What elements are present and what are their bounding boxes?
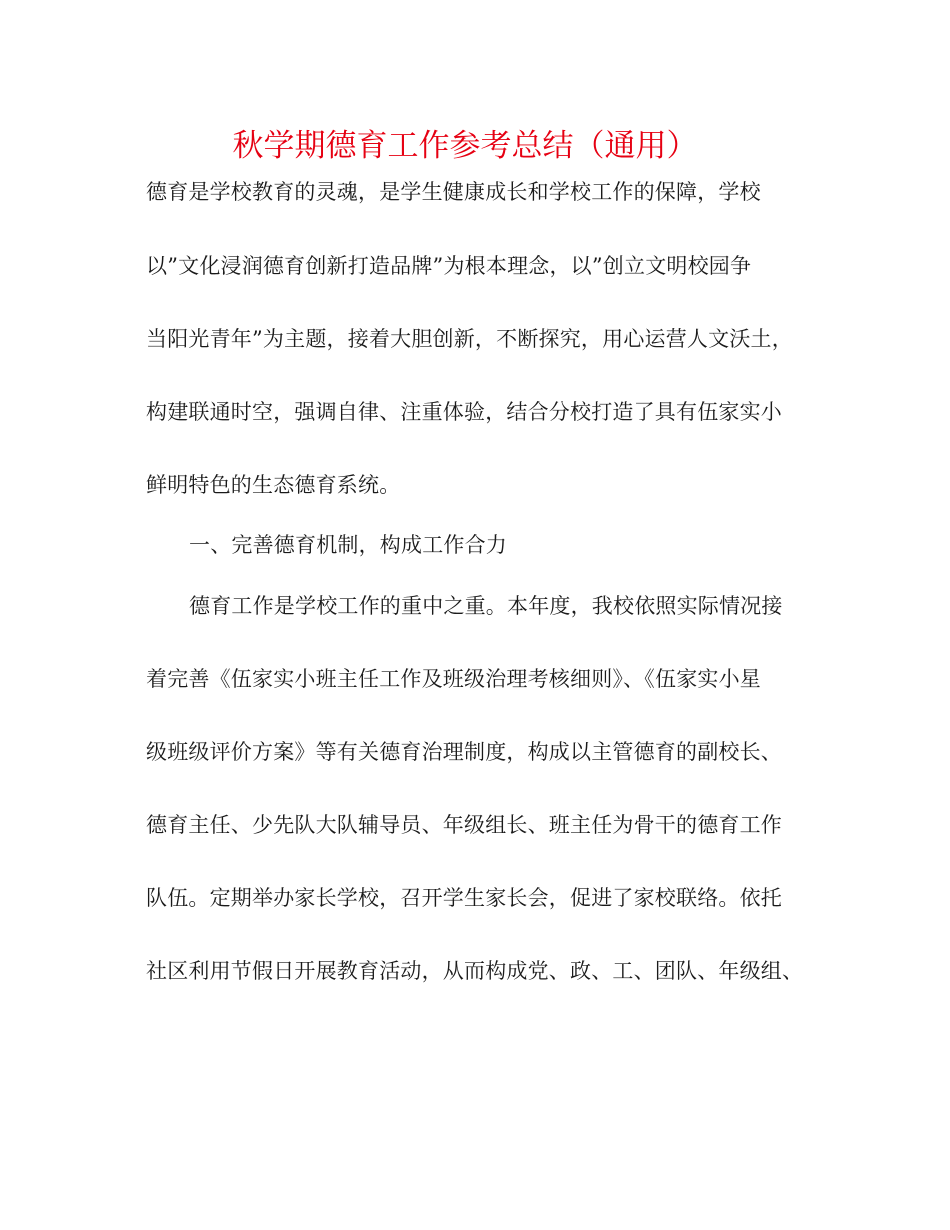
document-title: 秋学期德育工作参考总结（通用）	[232, 128, 698, 164]
paragraph-line: 当阳光青年”为主题，接着大胆创新，不断探究，用心运营人文沃土，	[146, 327, 793, 351]
paragraph-line: 德育工作是学校工作的重中之重。本年度，我校依照实际情况接	[189, 594, 783, 618]
section-heading: 一、完善德育机制，构成工作合力	[189, 533, 507, 557]
paragraph-line: 德育是学校教育的灵魂，是学生健康成长和学校工作的保障，学校	[146, 180, 761, 204]
paragraph-line: 社区利用节假日开展教育活动，从而构成党、政、工、团队、年级组、	[146, 959, 804, 983]
paragraph-line: 着完善《伍家实小班主任工作及班级治理考核细则》、《伍家实小星	[146, 667, 761, 691]
paragraph-line: 构建联通时空，强调自律、注重体验，结合分校打造了具有伍家实小	[146, 400, 782, 424]
paragraph-line: 级班级评价方案》等有关德育治理制度，构成以主管德育的副校长、	[146, 740, 782, 764]
paragraph-line: 德育主任、少先队大队辅导员、年级组长、班主任为骨干的德育工作	[146, 813, 782, 837]
paragraph-line: 鲜明特色的生态德育系统。	[146, 473, 401, 497]
paragraph-line: 以”文化浸润德育创新打造品牌”为根本理念，以”创立文明校园争	[146, 254, 752, 278]
paragraph-line: 队伍。定期举办家长学校，召开学生家长会，促进了家校联络。依托	[146, 886, 782, 910]
